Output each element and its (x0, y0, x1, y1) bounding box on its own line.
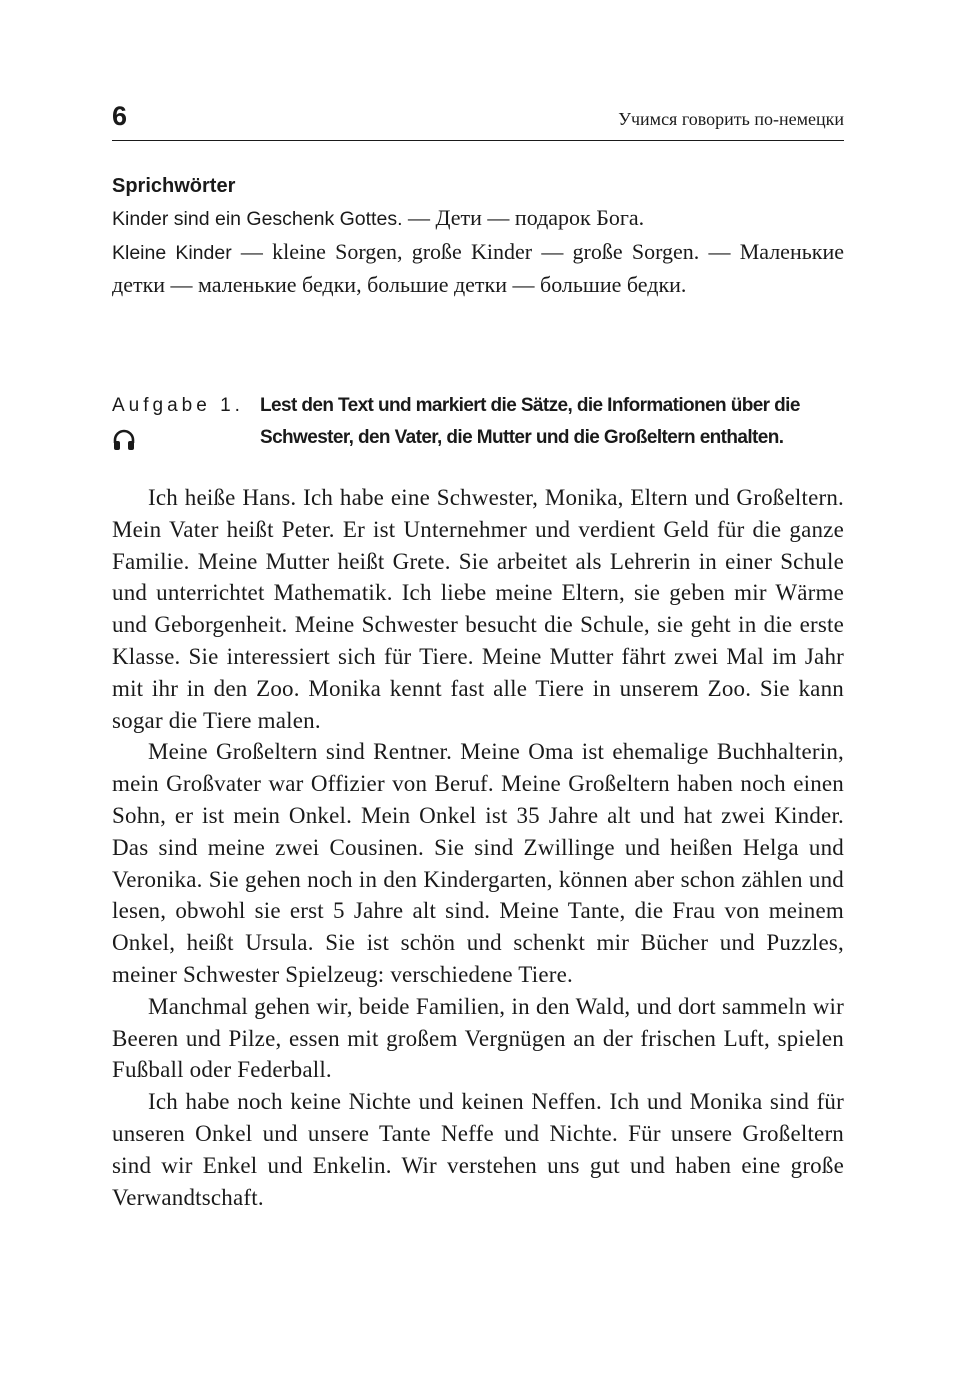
text-paragraph: Manchmal gehen wir, beide Familien, in den Wald, und dort sammeln wir Beeren und Pilze, essen mit großem Vergnügen an der frischen Luft, spielen Fußball oder Federball. (112, 993, 844, 1083)
proverbs-title: Sprichwörter (112, 175, 236, 197)
text-paragraph: Meine Großeltern sind Rentner. Meine Oma ist ehemalige Buchhalterin, mein Großvater war Offizier von Beruf. Meine Großeltern haben noch einen Sohn, er ist mein Onkel. Mein Onkel ist 35 Jahre alt und hat zwei Kinder. Das sind meine zwei Cousinen. Sie sind Zwillinge und heißen Helga und Veronika. Sie gehen noch in den Kindergarten, können aber schon zählen und lesen, obwohl sie erst 5 Jahre alt sind. Meine Tante, die Frau von meinem Onkel, heißt Ursula. Sie ist schön und schenkt mir Bücher und Puzzles, meiner Schwester Spielzeug: verschiedene Tiere. (112, 739, 844, 987)
reading-text (112, 482, 844, 1213)
text-paragraph: Ich habe noch keine Nichte und keinen Neffen. Ich und Monika sind für unseren Onkel und unsere Tante Neffe und Nichte. Für unsere Großeltern sind wir Enkel und Enkelin. Wir verstehen uns gut und haben eine große Verwandtschaft. (112, 1089, 844, 1210)
proverb-german: Kinder sind ein Geschenk Gottes. (112, 208, 403, 230)
task-instruction: Lest den Text und markiert die Sätze, die Informationen über die Schwester, den Vater, die Mutter und die Großeltern enthalten. (260, 395, 800, 448)
proverb-item (112, 202, 844, 236)
page-number: 6 (112, 101, 128, 131)
proverb-translation: — kleine Sorgen, große Kinder — große Sorgen. — Маленькие детки — маленькие бедки, большие детки — большие бедки. (112, 238, 844, 297)
task-label: Aufgabe 1. (112, 395, 244, 416)
proverb-german: Kleine Kinder (112, 241, 232, 264)
running-head: Учимся говорить по-немецки (618, 109, 844, 129)
headphones-icon (112, 428, 136, 452)
proverb-translation: — Дети — подарок Бога. (402, 205, 645, 230)
text-paragraph: Ich heiße Hans. Ich habe eine Schwester, Monika, Eltern und Großeltern. Mein Vater heißt Peter. Er ist Unternehmer und verdient Geld für die ganze Familie. Meine Mutter heißt Grete. Sie arbeitet als Lehrerin in einer Schule und unterrichtet Mathematik. Ich liebe meine Eltern, sie geben mir Wärme und Geborgenheit. Meine Schwester besucht die Schule, sie geht in die erste Klasse. Sie interessiert sich für Tiere. Meine Mutter fährt zwei Mal im Jahr mit ihr in den Zoo. Monika kennt fast alle Tiere in unserem Zoo. Sie kann sogar die Tiere malen. (112, 485, 844, 733)
header-rule (112, 140, 844, 141)
proverb-item (112, 236, 844, 301)
proverbs-section (112, 171, 844, 301)
task-block (112, 390, 844, 454)
